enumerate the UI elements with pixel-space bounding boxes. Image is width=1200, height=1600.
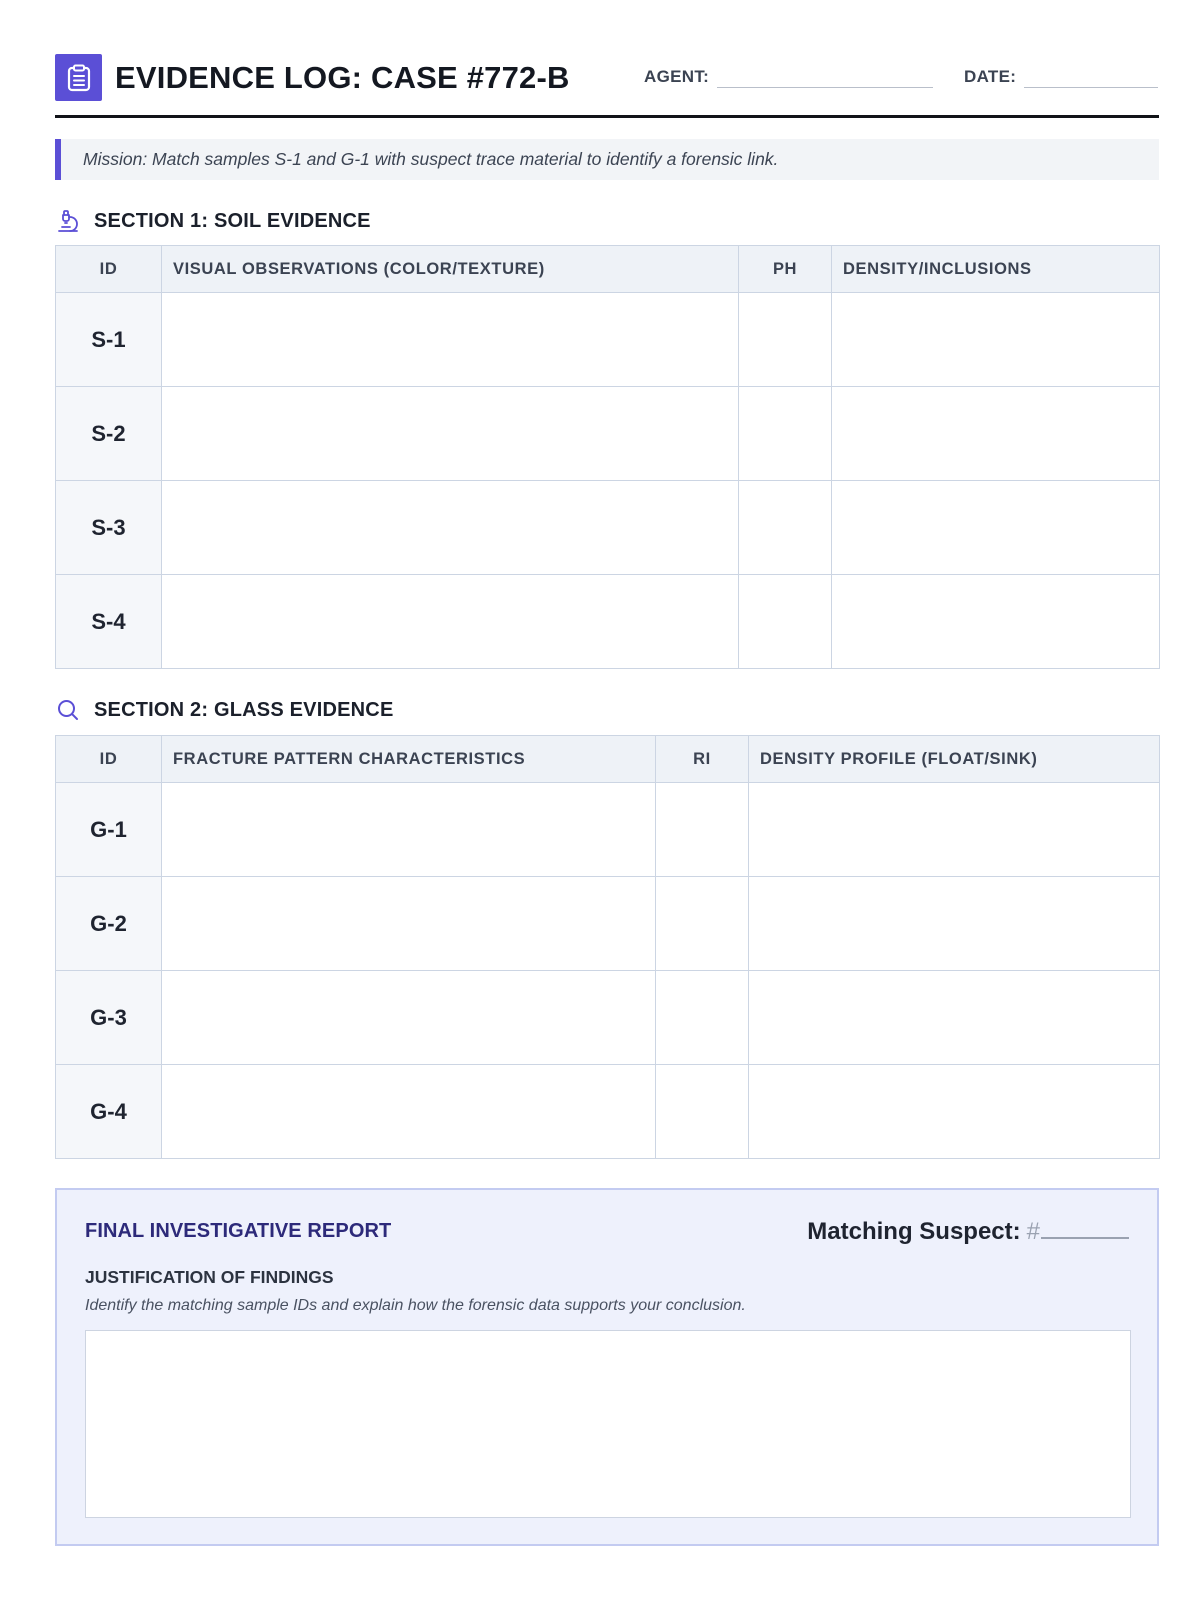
date-label: DATE: [964, 67, 1017, 86]
density-inclusions-cell[interactable] [832, 575, 1160, 669]
column-header-id: ID [56, 246, 162, 293]
suspect-hash: # [1026, 1218, 1040, 1245]
soil-evidence-table [55, 245, 1160, 669]
column-header-ph: PH [739, 246, 832, 293]
density-profile-cell[interactable] [749, 971, 1160, 1065]
fracture-pattern-cell[interactable] [162, 783, 656, 877]
clipboard-icon [55, 54, 102, 101]
table-row [56, 575, 1160, 669]
magnifier-icon [55, 697, 81, 723]
column-header-density-inclusions: DENSITY/INCLUSIONS [832, 246, 1160, 293]
date-input-line[interactable] [1024, 66, 1158, 88]
density-profile-cell[interactable] [749, 783, 1160, 877]
ph-cell[interactable] [739, 481, 832, 575]
visual-observations-cell[interactable] [162, 481, 739, 575]
mission-banner [55, 139, 1159, 180]
report-title: FINAL INVESTIGATIVE REPORT [85, 1220, 392, 1242]
sample-id: G-2 [56, 877, 162, 971]
density-profile-cell[interactable] [749, 877, 1160, 971]
date-field [964, 66, 1158, 88]
ph-cell[interactable] [739, 575, 832, 669]
table-row [56, 481, 1160, 575]
section-glass-heading [55, 695, 394, 725]
section-glass-title: SECTION 2: GLASS EVIDENCE [94, 698, 394, 721]
ri-cell[interactable] [656, 877, 749, 971]
section-soil-title: SECTION 1: SOIL EVIDENCE [94, 209, 371, 232]
fracture-pattern-cell[interactable] [162, 1065, 656, 1159]
column-header-visual-observations: VISUAL OBSERVATIONS (COLOR/TEXTURE) [162, 246, 739, 293]
justification-title: JUSTIFICATION OF FINDINGS [85, 1267, 334, 1287]
ri-cell[interactable] [656, 1065, 749, 1159]
visual-observations-cell[interactable] [162, 575, 739, 669]
table-row [56, 971, 1160, 1065]
agent-label: AGENT: [644, 67, 710, 86]
column-header-density-profile: DENSITY PROFILE (FLOAT/SINK) [749, 736, 1160, 783]
ri-cell[interactable] [656, 783, 749, 877]
final-report-panel [55, 1188, 1159, 1546]
justification-textarea[interactable] [85, 1330, 1131, 1518]
sample-id: S-4 [56, 575, 162, 669]
density-inclusions-cell[interactable] [832, 293, 1160, 387]
page-title: EVIDENCE LOG: CASE #772-B [115, 60, 570, 95]
ph-cell[interactable] [739, 387, 832, 481]
table-header-row [56, 736, 1160, 783]
table-row [56, 387, 1160, 481]
page-header [55, 54, 1159, 118]
column-header-ri: RI [656, 736, 749, 783]
visual-observations-cell[interactable] [162, 293, 739, 387]
fracture-pattern-cell[interactable] [162, 971, 656, 1065]
table-row [56, 1065, 1160, 1159]
glass-evidence-table [55, 735, 1160, 1159]
table-row [56, 293, 1160, 387]
table-row [56, 877, 1160, 971]
sample-id: G-1 [56, 783, 162, 877]
sample-id: G-3 [56, 971, 162, 1065]
sample-id: S-1 [56, 293, 162, 387]
agent-field [644, 66, 933, 88]
sample-id: S-2 [56, 387, 162, 481]
matching-suspect-label: Matching Suspect: [807, 1218, 1021, 1245]
justification-hint: Identify the matching sample IDs and explain how the forensic data supports your conclusion. [85, 1297, 746, 1314]
column-header-id: ID [56, 736, 162, 783]
visual-observations-cell[interactable] [162, 387, 739, 481]
table-header-row [56, 246, 1160, 293]
sample-id: G-4 [56, 1065, 162, 1159]
density-inclusions-cell[interactable] [832, 481, 1160, 575]
sample-id: S-3 [56, 481, 162, 575]
table-row [56, 783, 1160, 877]
suspect-number-input[interactable] [1041, 1219, 1129, 1239]
matching-suspect-field [807, 1218, 1129, 1246]
fracture-pattern-cell[interactable] [162, 877, 656, 971]
section-soil-heading [55, 206, 371, 236]
column-header-fracture-pattern: FRACTURE PATTERN CHARACTERISTICS [162, 736, 656, 783]
density-inclusions-cell[interactable] [832, 387, 1160, 481]
ph-cell[interactable] [739, 293, 832, 387]
ri-cell[interactable] [656, 971, 749, 1065]
density-profile-cell[interactable] [749, 1065, 1160, 1159]
mission-text: Mission: Match samples S-1 and G-1 with suspect trace material to identify a forensic link. [83, 149, 779, 169]
microscope-icon [55, 208, 81, 234]
agent-input-line[interactable] [717, 66, 933, 88]
